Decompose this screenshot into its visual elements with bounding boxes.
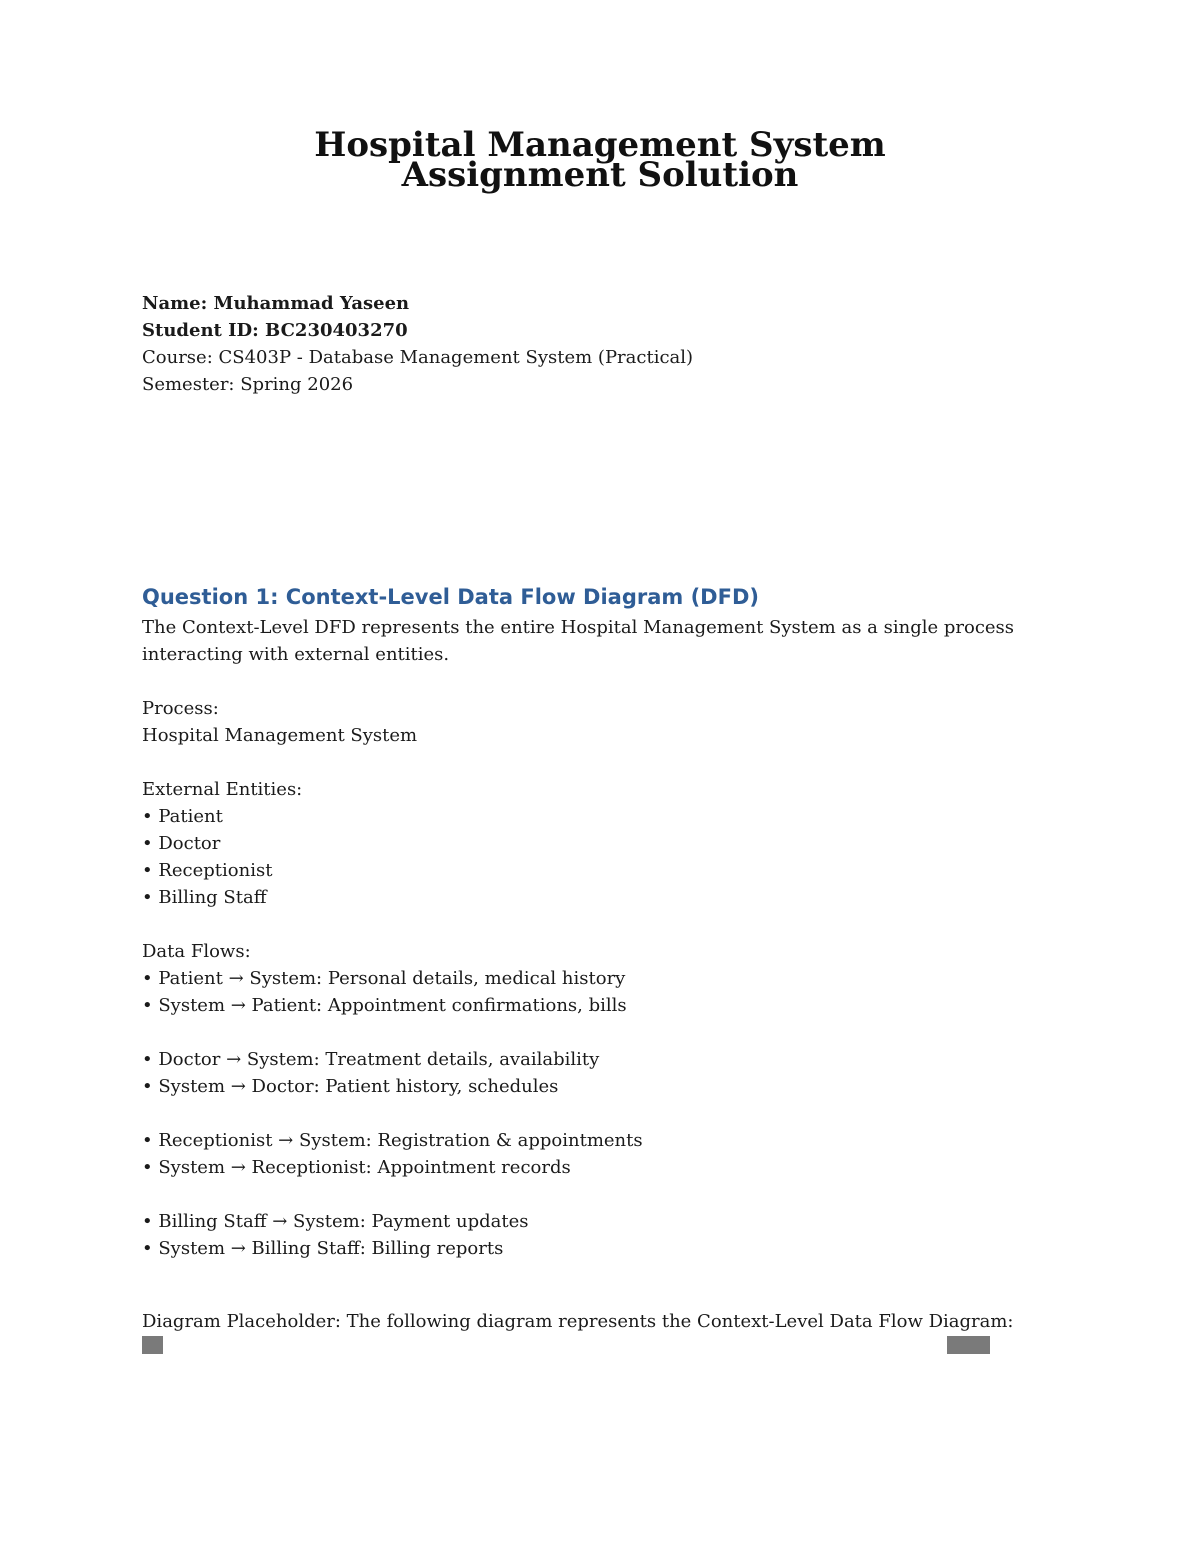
title-block	[0, 125, 1200, 195]
entities-label: External Entities:	[142, 779, 303, 800]
question-1-section	[142, 580, 1042, 1335]
flows-label: Data Flows:	[142, 941, 251, 962]
course-info: Course: CS403P - Database Management System (Practical)	[142, 347, 694, 368]
flow-item: • Receptionist → System: Registration & appointments	[142, 1130, 643, 1151]
entity-item: • Patient	[142, 806, 223, 827]
student-name: Name: Muhammad Yaseen	[142, 293, 410, 314]
flow-item: • System → Doctor: Patient history, schedules	[142, 1076, 559, 1097]
flow-item: • System → Patient: Appointment confirmations, bills	[142, 995, 627, 1016]
flow-item: • Billing Staff → System: Payment updates	[142, 1211, 529, 1232]
flow-item: • System → Receptionist: Appointment records	[142, 1157, 571, 1178]
student-id: Student ID: BC230403270	[142, 320, 408, 341]
process-value: Hospital Management System	[142, 725, 418, 746]
process-label: Process:	[142, 698, 219, 719]
diagram-placeholder-text: Diagram Placeholder: The following diagram represents the Context-Level Data Flow Diagram:	[142, 1311, 1014, 1332]
diagram-image-placeholder	[142, 1336, 990, 1354]
student-info	[142, 290, 1042, 398]
flow-item: • Doctor → System: Treatment details, availability	[142, 1049, 600, 1070]
flow-item: • System → Billing Staff: Billing reports	[142, 1238, 504, 1259]
flow-item: • Patient → System: Personal details, medical history	[142, 968, 626, 989]
image-placeholder-left	[142, 1336, 163, 1354]
semester-info: Semester: Spring 2026	[142, 374, 354, 395]
document-title-line-1: Hospital Management System	[314, 125, 886, 165]
document-title-line-2: Assignment Solution	[401, 155, 799, 195]
entity-item: • Receptionist	[142, 860, 273, 881]
entity-item: • Billing Staff	[142, 887, 267, 908]
image-placeholder-right	[947, 1336, 990, 1354]
question-1-intro: The Context-Level DFD represents the entire Hospital Management System as a single process interacting with external entities.	[142, 617, 1015, 665]
entity-item: • Doctor	[142, 833, 221, 854]
question-1-heading: Question 1: Context-Level Data Flow Diagram (DFD)	[142, 585, 759, 609]
